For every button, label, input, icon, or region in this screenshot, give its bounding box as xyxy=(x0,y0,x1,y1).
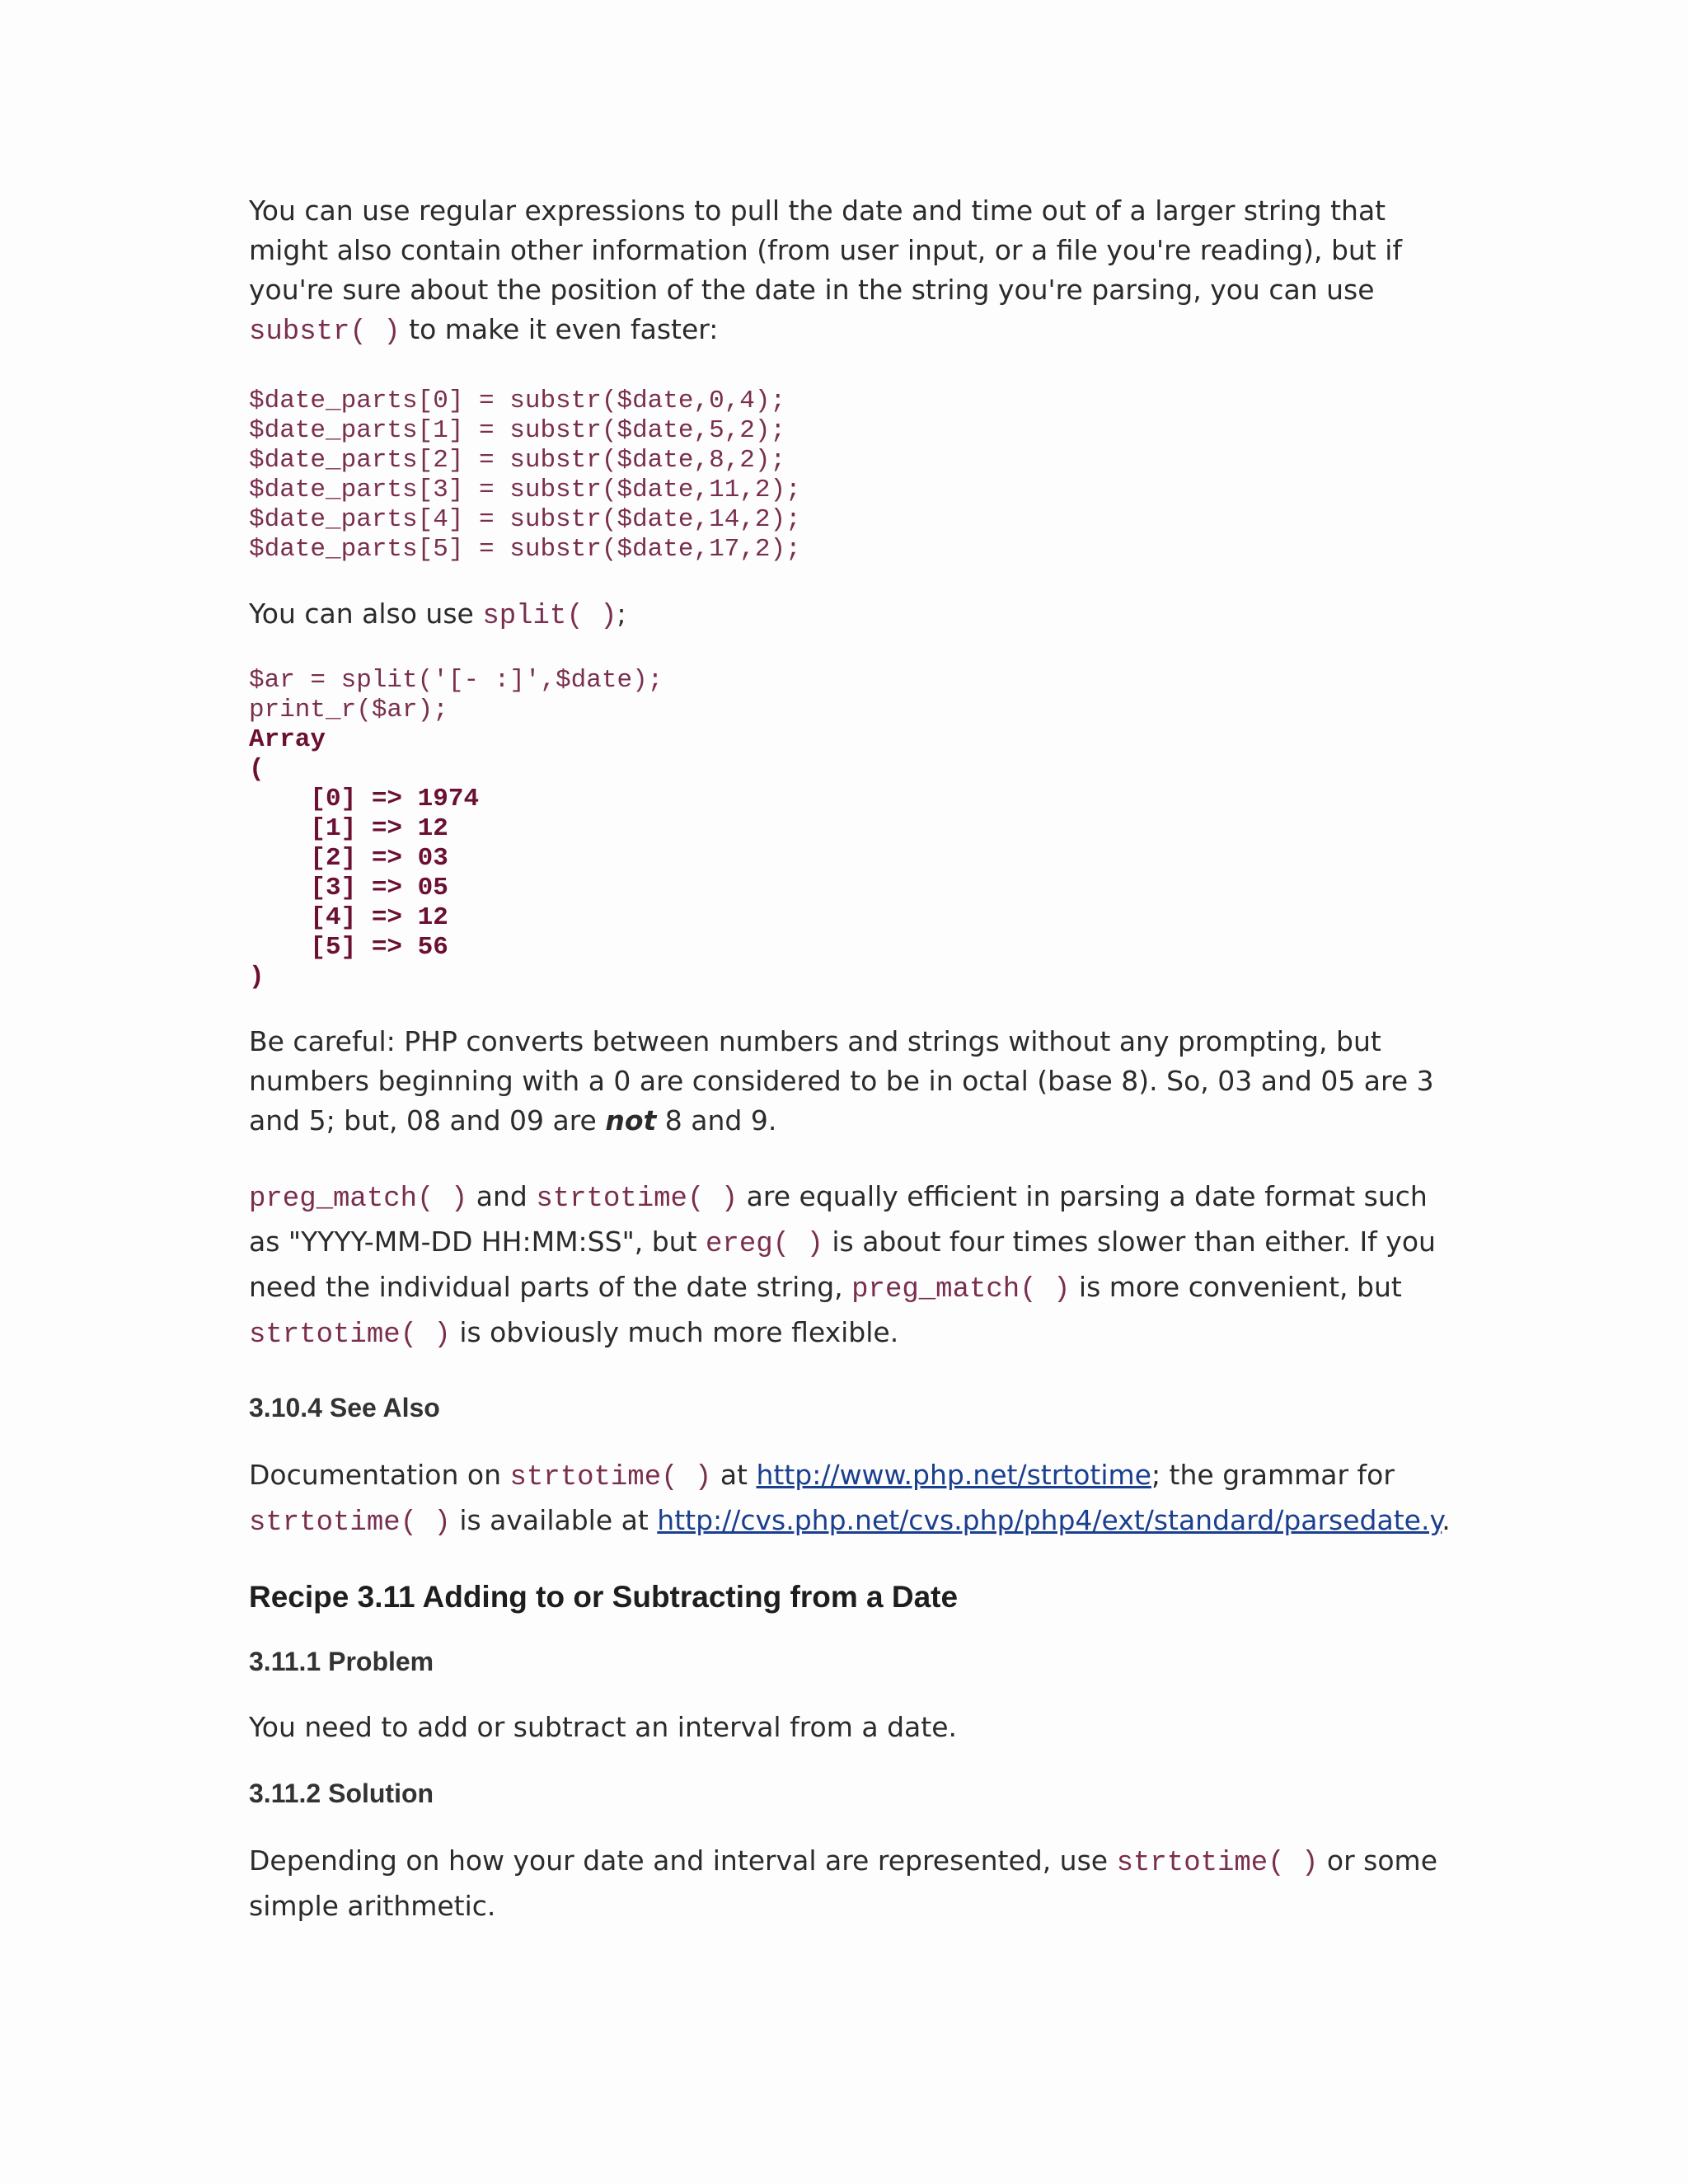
problem-text: You need to add or subtract an interval from a date. xyxy=(249,1711,957,1743)
inline-code-preg-match: preg_match( ) xyxy=(851,1274,1071,1305)
problem-heading: 3.11.1 Problem xyxy=(249,1647,434,1676)
php-strtotime-link[interactable]: http://www.php.net/strtotime xyxy=(756,1459,1151,1491)
intro-paragraph: You can use regular expressions to pull the date and time out of a larger string that might also contain other information (from user input, or a file you're reading), but if you're sure about the position of the date in the string you're parsing, you can use substr( ) to make it even faster: xyxy=(249,194,1403,348)
inline-code-substr: substr( ) xyxy=(249,316,401,348)
inline-code-strtotime: strtotime( ) xyxy=(536,1183,738,1215)
see-also-heading: 3.10.4 See Also xyxy=(249,1393,440,1422)
inline-code-ereg: ereg( ) xyxy=(706,1229,823,1260)
code-block-substr: $date_parts[0] = substr($date,0,4); $date_parts[1] = substr($date,5,2); $date_parts[2] = substr($date,8,2); $date_parts[3] = substr($date,11,2); $date_parts[4] = substr($date,14,2); $date_parts[5] = substr($date,17,2); xyxy=(249,387,801,564)
inline-code-strtotime: strtotime( ) xyxy=(1116,1848,1319,1879)
see-also-paragraph: Documentation on strtotime( ) at http://www.php.net/strtotime; the grammar for strtotime( ) is available at http://cvs.php.net/cvs.php/php4/ext/standard/parsedate.y. xyxy=(249,1459,1451,1539)
inline-code-preg-match: preg_match( ) xyxy=(249,1183,468,1215)
split-paragraph: You can also use split( ); xyxy=(249,598,626,632)
code-output: Array ( [0] => 1974 [1] => 12 [2] => 03 [3] => 05 [4] => 12 [5] => 56 ) xyxy=(249,725,480,991)
inline-code-strtotime: strtotime( ) xyxy=(249,1319,451,1351)
inline-code-split: split( ) xyxy=(482,601,617,632)
parsedate-grammar-link[interactable]: http://cvs.php.net/cvs.php/php4/ext/standard/parsedate.y xyxy=(657,1504,1442,1536)
document-page xyxy=(249,191,1452,1927)
code-block-split: $ar = split('[- :]',$date); print_r($ar); Array ( [0] => 1974 [1] => 12 [2] => 03 [3] => 05 [4] => 12 [5] => 56 ) xyxy=(249,666,663,991)
inline-code-strtotime: strtotime( ) xyxy=(249,1507,451,1539)
octal-warning-paragraph: Be careful: PHP converts between numbers and strings without any prompting, but numbers beginning with a 0 are considered to be in octal (base 8). So, 03 and 05 are 3 and 5; but, 08 and 09 are not 8 and 9. xyxy=(249,1025,1434,1137)
solution-heading: 3.11.2 Solution xyxy=(249,1779,434,1808)
efficiency-paragraph: preg_match( ) and strtotime( ) are equally efficient in parsing a date format such as "YYYY-MM-DD HH:MM:SS", but ereg( ) is about four times slower than either. If you need the individual parts of the date string, preg_match( ) is more convenient, but strtotime( ) is obviously much more flexible. xyxy=(249,1180,1436,1351)
solution-paragraph: Depending on how your date and interval are represented, use strtotime( ) or some simple arithmetic. xyxy=(249,1844,1437,1922)
emphasis-not: not xyxy=(605,1104,657,1137)
inline-code-strtotime: strtotime( ) xyxy=(509,1462,712,1493)
recipe-title: Recipe 3.11 Adding to or Subtracting from a Date xyxy=(249,1580,959,1614)
